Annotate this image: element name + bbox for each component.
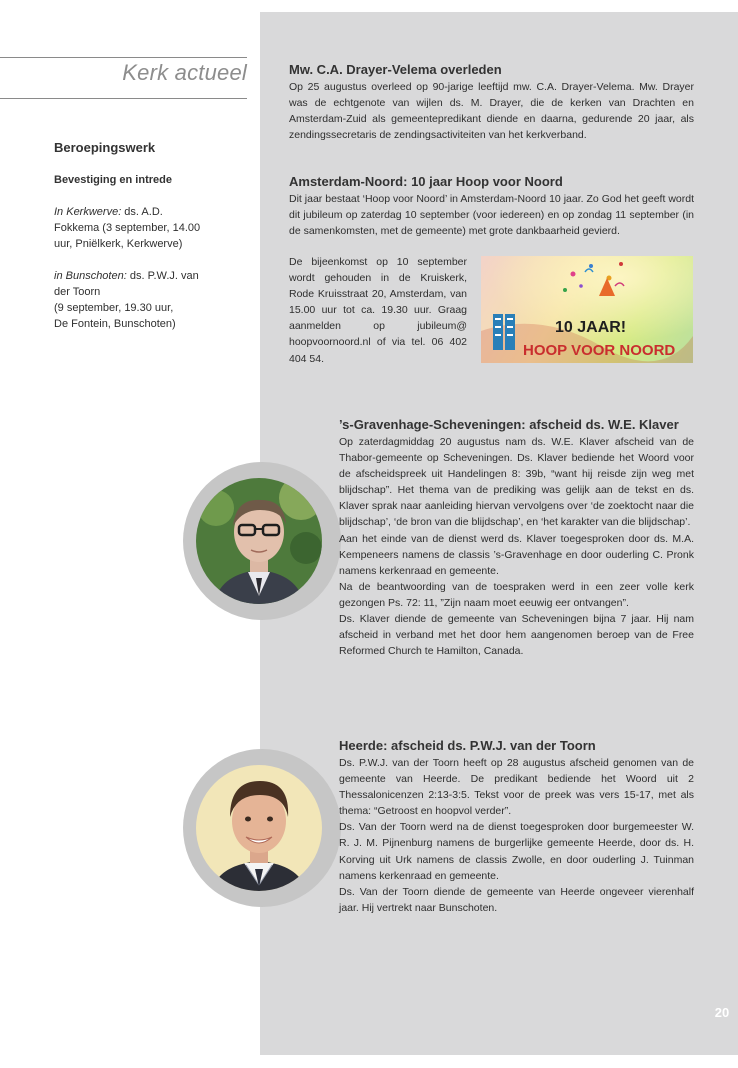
entry-line: De Fontein, Bunschoten) — [54, 318, 176, 330]
banner-line-1: 10 JAAR! — [555, 319, 627, 336]
article-title: ’s-Gravenhage-Scheveningen: afscheid ds. W.E. Klaver — [339, 417, 679, 432]
article-title: Amsterdam-Noord: 10 jaar Hoop voor Noord — [289, 174, 563, 189]
portrait-van-der-toorn — [196, 765, 322, 891]
entry-line: der Toorn — [54, 286, 101, 298]
sidebar-heading: Beroepingswerk — [54, 140, 156, 155]
entry-line: ds. P.W.J. van — [126, 270, 199, 282]
portrait-image — [196, 765, 322, 891]
banner-line-2: HOOP VOOR NOORD — [523, 342, 676, 359]
sidebar-entry-bunschoten — [54, 268, 214, 332]
article-klaver — [339, 416, 694, 659]
hoop-voor-noord-banner — [481, 256, 693, 363]
article-paragraph: Ds. P.W.J. van der Toorn heeft op 28 augustus afscheid genomen van de gemeente van Heerde. De predikant bediende het Woord uit 2 Thessalonicenzen 2:13-3:5. Tekst voor de preek was vers 15-17, met als thema: “Getroost en hoopvol verder”. — [339, 757, 694, 818]
entry-place: In Kerkwerve: — [54, 206, 122, 218]
portrait-klaver — [196, 478, 322, 604]
section-title: Kerk actueel — [122, 60, 247, 85]
article-heerde — [339, 737, 694, 916]
sidebar-subheading: Bevestiging en intrede — [54, 174, 172, 186]
article-title: Mw. C.A. Drayer-Velema overleden — [289, 62, 502, 77]
article-amsterdam — [289, 173, 694, 239]
article-paragraph: Ds. Van der Toorn diende de gemeente van Heerde ongeveer vierenhalf jaar. Hij vertrekt naar Bunschoten. — [339, 885, 694, 914]
entry-line: ds. A.D. — [121, 206, 163, 218]
article-body: Op 25 augustus overleed op 90-jarige leeftijd mw. C.A. Drayer-Velema. Mw. Drayer was de echtgenote van wijlen ds. M. Drayer, die de kerken van Drachten en Amsterdam-Zuid als gemeentepredikant diende en daarna, gedurende 20 jaar, als zendingssecretaris de zendingsactiviteiten van het kerkverband. — [289, 81, 694, 142]
page-number: 20 — [706, 1003, 738, 1023]
article-body: De bijeenkomst op 10 september wordt gehouden in de Kruiskerk, Rode Kruisstraat 20, Amsterdam, van 15.00 uur tot ca. 19.30 uur. Graag aanmelden op jubileum@ hoopvoornoord.nl of via tel. 06 402 404 54. — [289, 256, 467, 365]
entry-line: Fokkema (3 september, 14.00 — [54, 222, 201, 234]
article-paragraph: Ds. Klaver diende de gemeente van Scheveningen bijna 7 jaar. Hij nam afscheid in verband met het door hem aangenomen beroep van de Free Reformed Church te Hamilton, Canada. — [339, 613, 694, 658]
article-amsterdam-continued — [289, 254, 467, 367]
article-paragraph: Na de beantwoording van de toespraken werd in een zeer volle kerk gezongen Ps. 72: 11, ”Zijn naam moet eeuwig eer ontvangen”. — [339, 580, 694, 609]
article-paragraph: Op zaterdagmiddag 20 augustus nam ds. W.E. Klaver afscheid van de Thabor-gemeente op Scheveningen. Ds. Klaver bediende het Woord voor de afscheidspreek uit Handelingen 8: 39b, “want hij reisde zijn weg met blijdschap”. Het thema van de prediking was gelijk aan de tekst en ds. Klaver sprak naar aanleiding hiervan vervolgens over ‘de zoektocht naar die blijdschap’, ‘de bron van die blijdschap’, en ‘het karakter van die blijdschap’. — [339, 436, 694, 529]
article-paragraph: Aan het einde van de dienst werd ds. Klaver toegesproken door ds. M.A. Kempeneers namens de classis ’s-Gravenhage en door ouderling C. Pronk namens kerkenraad en gemeente. — [339, 532, 694, 577]
article-title: Heerde: afscheid ds. P.W.J. van der Toorn — [339, 738, 596, 753]
sidebar-beroepingswerk — [54, 140, 214, 348]
entry-place: in Bunschoten: — [54, 270, 127, 282]
portrait-image — [196, 478, 322, 604]
entry-line: uur, Pniëlkerk, Kerkwerve) — [54, 238, 183, 250]
sidebar-entry-kerkwerve — [54, 204, 214, 252]
banner-graphic — [481, 256, 693, 363]
header-rule-bottom — [0, 98, 247, 99]
article-body: Dit jaar bestaat ‘Hoop voor Noord’ in Amsterdam-Noord 10 jaar. Zo God het geeft wordt dit jubileum op zaterdag 10 september (voor iedereen) en op zondag 11 september (in de samenkomsten, met de gemeente) met grote dankbaarheid gevierd. — [289, 193, 694, 238]
article-drayer — [289, 61, 694, 143]
entry-line: (9 september, 19.30 uur, — [54, 302, 174, 314]
header-rule-top — [0, 57, 247, 58]
article-paragraph: Ds. Van der Toorn werd na de dienst toegesproken door burgemeester W. R. J. M. Pijnenburg namens de burgerlijke gemeente Heerde, door ds. H. Korving uit Urk namens de classis Zwolle, en door ouderling J. Tuinman namens kerkenraad en gemeente. — [339, 821, 694, 882]
